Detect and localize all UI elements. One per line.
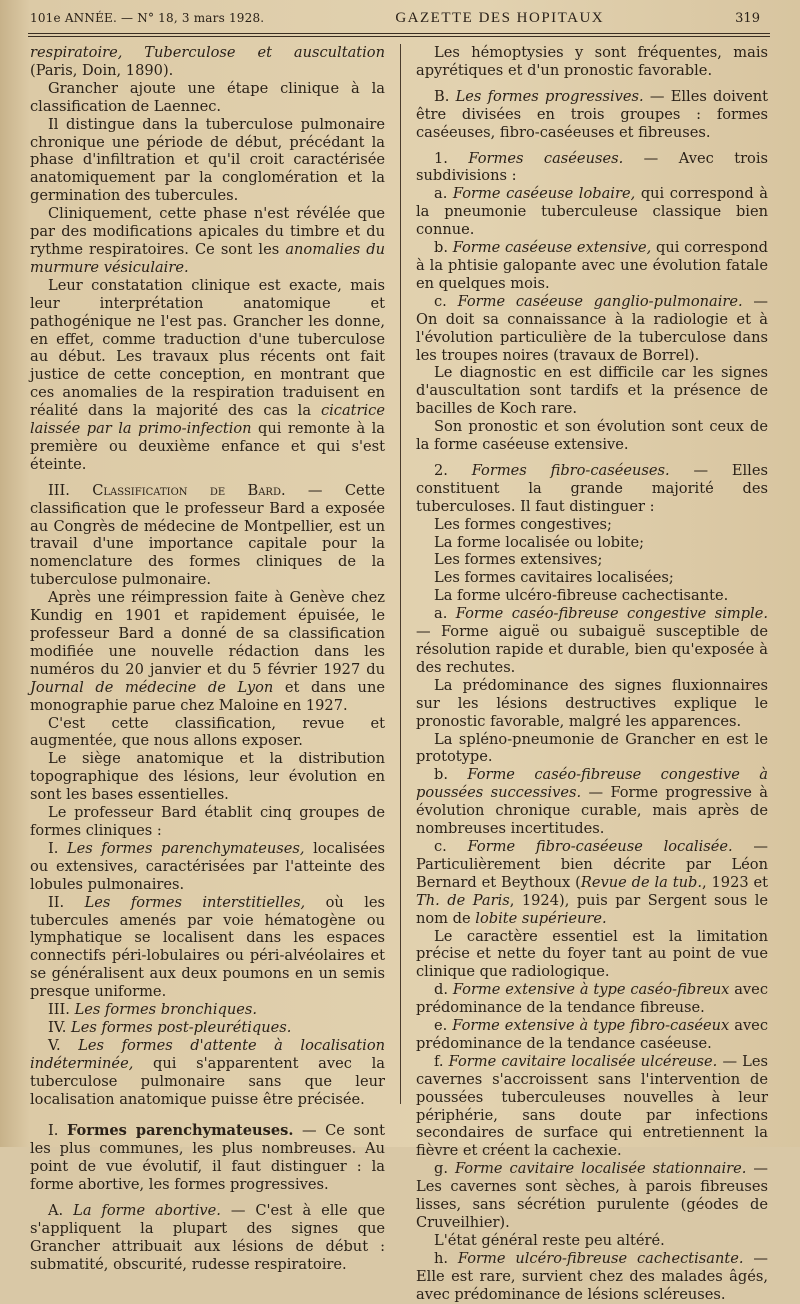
text-run: (Paris, Doin, 1890). <box>30 61 174 79</box>
text-run: avec prédominance de la tendance caséeuse. <box>416 1017 768 1052</box>
text-run: Journal de médecine de Lyon <box>30 678 274 696</box>
paragraph <box>30 804 385 840</box>
text-run: — Forme progressive à évolution chronique curable, mais après de nombreuses incertitudes. <box>416 784 768 838</box>
text-run: IV. <box>48 1018 72 1036</box>
header-rule <box>28 33 770 34</box>
text-run: Formes fibro-caséeuses. <box>471 461 670 479</box>
text-run: III. <box>48 1001 75 1019</box>
paragraph <box>416 516 768 534</box>
text-run: e. <box>434 1017 453 1035</box>
text-run: Les hémoptysies y sont fréquentes, mais apyrétiques et d'un pronostic favorable. <box>416 44 768 79</box>
paragraph <box>416 569 768 587</box>
text-run: Forme caséeuse ganglio-pulmonaire. <box>457 292 743 310</box>
paragraph <box>30 1202 385 1274</box>
text-run: Les formes post-pleurétiques. <box>71 1018 292 1036</box>
text-run: Forme caséo-fibreuse congestive simple. <box>455 605 768 623</box>
paragraph <box>416 551 768 569</box>
text-run: Son pronostic et son évolution sont ceux de la forme caséeuse extensive. <box>416 418 768 454</box>
text-run: — On doit sa connaissance à la radiologie et à l'évolution particulière de la tuberculose dans les troupes noires (travaux de Borrel). <box>416 292 769 364</box>
paragraph <box>416 239 768 293</box>
text-run: — Elle est rare, survient chez des malades âgés, avec prédominance de lésions scléreuses. <box>416 1249 768 1303</box>
paragraph <box>30 1122 385 1194</box>
paragraph <box>30 750 385 804</box>
text-run: La prédominance des signes fluxionnaires sur les lésions destructives explique le pronostic favorable, malgré les apparences. <box>416 676 768 730</box>
text-run: Forme caséeuse extensive, <box>452 239 652 257</box>
text-run: — Les cavernes sont sèches, à parois fibreuses lisses, sans sécrétion purulente (géodes de Cruveilhier). <box>416 1160 768 1231</box>
paragraph <box>416 1160 768 1232</box>
text-run: b. <box>434 766 468 784</box>
right-column <box>416 44 768 1304</box>
paragraph <box>30 1037 385 1109</box>
paragraph <box>30 1001 385 1019</box>
paragraph <box>30 482 385 589</box>
issue-line: 101e ANNÉE. — N° 18, 3 mars 1928. <box>30 11 265 25</box>
text-run: 1. <box>434 149 469 167</box>
paragraph <box>416 1232 768 1250</box>
text-run: C'est cette classification, revue et augmentée, que nous allons exposer. <box>30 714 385 750</box>
paragraph <box>416 605 768 677</box>
text-run: cicatrice laissée par la primo-infection <box>30 402 385 438</box>
text-run: A. <box>48 1202 74 1220</box>
text-run: qui correspond à la phtisie galopante avec une évolution fatale en quelques mois. <box>416 239 769 292</box>
text-run: — Elles constituent la grande majorité des tuberculoses. Il faut distinguer : <box>416 461 768 515</box>
paragraph <box>30 116 385 206</box>
text-run: — C'est à elle que s'appliquent la plupart des signes que Grancher attribuait aux lésions de début : submatité, obscurité, rudesse respiratoire. <box>30 1202 385 1273</box>
text-run: Forme fibro-caséeuse localisée. <box>467 837 733 855</box>
journal-title: GAZETTE DES HOPITAUX <box>395 9 605 26</box>
text-run: Forme extensive à type fibro-caséeux <box>452 1017 730 1035</box>
text-run: Les formes d'attente à localisation indéterminée, <box>30 1036 386 1072</box>
text-run: Forme caséo-fibreuse congestive à poussées successives. <box>416 766 768 802</box>
text-run: a. <box>434 185 453 203</box>
text-run: Le siège anatomique et la distribution topographique des lésions, leur évolution en sont les bases essentielles. <box>30 750 385 804</box>
header-rule-thin <box>28 36 770 37</box>
text-run: respiratoire, Tuberculose et auscultation <box>30 44 385 61</box>
paragraph <box>416 838 768 928</box>
text-run: avec prédominance de la tendance fibreuse. <box>416 981 768 1017</box>
page-number: 319 <box>735 10 760 26</box>
paragraph <box>30 894 385 1001</box>
paragraph <box>416 88 768 142</box>
paragraph <box>416 418 768 454</box>
text-run: II. <box>48 893 85 911</box>
text-run: Les formes bronchiques. <box>74 1001 258 1019</box>
text-run: anomalies du murmure vésiculaire. <box>30 240 386 276</box>
text-run: L'état général reste peu altéré. <box>434 1231 665 1249</box>
text-run: La forme ulcéro-fibreuse cachectisante. <box>434 587 729 605</box>
paragraph <box>416 1017 768 1053</box>
paragraph <box>30 277 385 474</box>
paragraph <box>416 534 768 552</box>
text-run: — Elles doivent être divisées en trois groupes : formes caséeuses, fibro-caséeuses et fibreuses. <box>416 87 768 141</box>
text-run: f. <box>434 1052 449 1070</box>
text-run: I. <box>48 1122 67 1140</box>
paragraph <box>416 1053 768 1160</box>
text-run: lobite supérieure. <box>475 909 607 927</box>
text-run: , 1923 et <box>701 873 769 891</box>
paragraph <box>416 587 768 605</box>
text-run: 2. <box>434 461 472 479</box>
text-run: — Avec trois subdivisions : <box>416 149 768 185</box>
paragraph <box>416 185 768 239</box>
text-run: La spléno-pneumonie de Grancher en est le prototype. <box>416 730 768 766</box>
page-header <box>30 4 760 32</box>
text-run: Les formes cavitaires localisées; <box>434 569 674 587</box>
text-run: a. <box>434 605 456 623</box>
text-run: Revue de la tub. <box>580 873 702 891</box>
text-run: Les formes extensives; <box>434 551 603 569</box>
text-run: III. <box>48 481 93 499</box>
paragraph <box>30 80 385 116</box>
paragraph <box>416 766 768 838</box>
text-run: Les formes congestives; <box>434 515 612 533</box>
text-run: Forme extensive à type caséo-fibreux <box>452 981 730 999</box>
text-run: b. <box>434 239 453 257</box>
text-run: — Cette classification que le professeur Bard a exposée au Congrès de médecine de Montpellier, est un travail d'une importance capitale pour la nomenclature des formes cliniques de la tuberculose pulmonaire. <box>30 481 385 589</box>
text-run: Forme cavitaire localisée ulcéreuse. <box>448 1052 718 1070</box>
text-run: h. <box>434 1249 458 1267</box>
paragraph <box>30 589 385 714</box>
text-run: — Particulièrement bien décrite par Léon Bernard et Beythoux ( <box>416 837 769 891</box>
text-run: et dans une monographie parue chez Maloine en 1927. <box>30 678 385 714</box>
text-run: qui correspond à la pneumonie tuberculeuse classique bien connue. <box>416 185 768 239</box>
text-run: V. <box>48 1036 79 1054</box>
text-run: Th. de Paris <box>416 891 510 909</box>
text-run: Il distingue dans la tuberculose pulmonaire chronique une période de début, précédant la phase d'infiltration et qu'il croit caractérisée anatomiquement par la conglomération et la germination des tubercules. <box>30 115 385 205</box>
text-run: Grancher ajoute une étape clinique à la classification de Laennec. <box>30 79 385 115</box>
paragraph <box>30 205 385 277</box>
text-run: c. <box>434 292 458 310</box>
text-run: Forme cavitaire localisée stationnaire. <box>454 1160 747 1178</box>
text-run: Formes parenchymateuses. <box>66 1122 294 1140</box>
text-run: qui s'apparentent avec la tuberculose pulmonaire sans que leur localisation anatomique puisse être précisée. <box>30 1054 385 1108</box>
text-run: — Ce sont les plus communes, les plus nombreuses. Au point de vue évolutif, il faut distinguer : la forme abortive, les formes progressives. <box>30 1122 385 1194</box>
paragraph <box>416 462 768 516</box>
text-run: Le diagnostic en est difficile car les signes d'auscultation sont tardifs et la présence de bacilles de Koch rare. <box>416 364 768 418</box>
column-divider <box>400 44 401 1104</box>
paragraph <box>416 364 768 418</box>
paragraph <box>416 1250 768 1304</box>
paragraph <box>416 731 768 767</box>
text-run: Forme caséeuse lobaire, <box>452 185 636 203</box>
text-run: où les tubercules amenés par voie hématogène ou lymphatique se localisent dans les espaces connectifs péri-lobulaires ou péri-alvéolaires et se généralisent aux deux poumons en un semis presque uniforme. <box>30 893 386 1001</box>
text-run: Le professeur Bard établit cinq groupes de formes cliniques : <box>30 804 385 839</box>
text-run: Les formes parenchymateuses, <box>66 839 305 857</box>
text-run: Les formes progressives. <box>455 87 644 105</box>
paragraph <box>416 44 768 80</box>
left-column <box>30 44 385 1274</box>
text-run: Le caractère essentiel est la limitation précise et nette du foyer tant au point de vue clinique que radiologique. <box>416 927 768 981</box>
paragraph <box>416 293 768 365</box>
paragraph <box>30 1019 385 1037</box>
text-run: Les formes interstitielles, <box>84 893 306 911</box>
text-run: — Les cavernes s'accroissent sans l'intervention de poussées tuberculeuses nouvelles à leur périphérie, sans doute par infections secondaires de surface qui entretiennent la fièvre et créent la cachexie. <box>416 1052 768 1160</box>
paragraph <box>30 44 385 80</box>
text-run: qui remonte à la première ou deuxième enfance et qui s'est éteinte. <box>30 420 385 473</box>
text-run: Formes caséeuses. <box>468 149 624 167</box>
text-run: Classification de Bard. <box>92 481 286 499</box>
paragraph <box>416 677 768 731</box>
paragraph <box>30 840 385 894</box>
text-run: c. <box>434 837 468 855</box>
text-run: g. <box>434 1160 455 1178</box>
text-run: La forme abortive. <box>73 1202 221 1220</box>
text-run: d. <box>434 981 453 999</box>
paragraph <box>30 715 385 751</box>
text-run: Après une réimpression faite à Genève chez Kundig en 1901 et rapidement épuisée, le professeur Bard a donné de sa classification modifiée une nouvelle rédaction dans les numéros du 20 janvier et du 5 février 1927 du <box>30 589 385 678</box>
text-run: B. <box>434 87 456 105</box>
text-run: localisées ou extensives, caractérisées par l'atteinte des lobules pulmonaires. <box>30 839 385 893</box>
text-run: Cliniquement, cette phase n'est révélée que par des modifications apicales du timbre et du rythme respiratoires. Ce sont les <box>30 205 385 258</box>
text-run: — Forme aiguë ou subaiguë susceptible de résolution rapide et durable, bien qu'exposée à des rechutes. <box>416 623 768 676</box>
text-run: Forme ulcéro-fibreuse cachectisante. <box>457 1249 744 1267</box>
text-run: Leur constatation clinique est exacte, mais leur interprétation anatomique et pathogénique ne l'est pas. Grancher les donne, en effet, comme traduction d'une tuberculose au début. Les travaux plus récents ont fait justice de cette conception, en montrant que ces anomalies de la respiration traduisent en réalité dans la majorité des cas la <box>30 276 385 420</box>
paragraph <box>416 150 768 186</box>
paragraph <box>416 981 768 1017</box>
paragraph <box>416 928 768 982</box>
text-run: La forme localisée ou lobite; <box>434 533 645 551</box>
text-run: , 1924), puis par Sergent sous le nom de <box>416 891 769 927</box>
text-run: I. <box>48 839 67 857</box>
